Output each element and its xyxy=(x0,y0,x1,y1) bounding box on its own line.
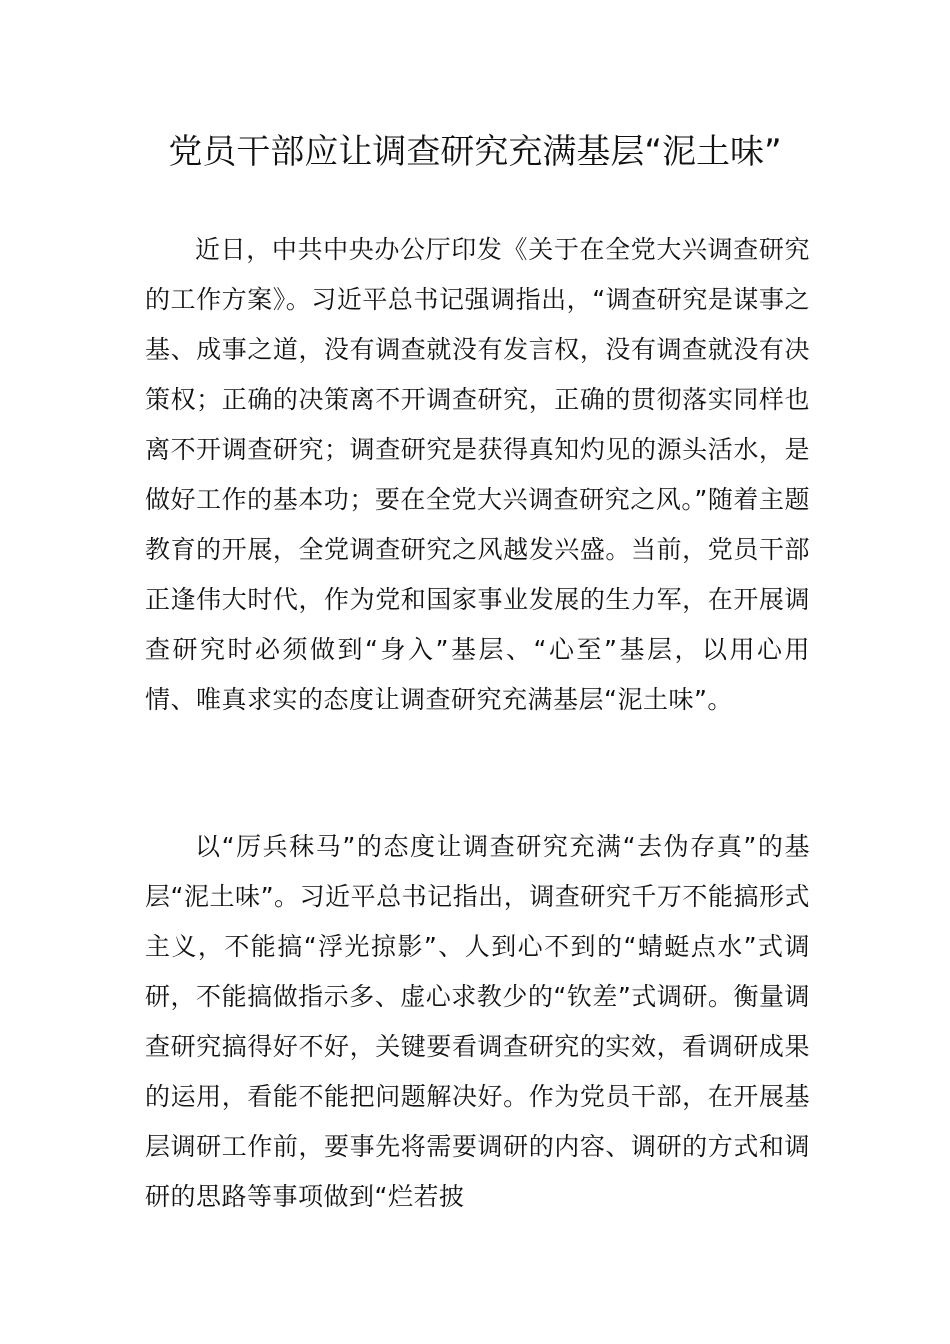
document-title: 党员干部应让调查研究充满基层“泥土味” xyxy=(168,132,782,172)
paragraph-1: 近日，中共中央办公厅印发《关于在全党大兴调查研究的工作方案》。习近平总书记强调指出，“调查研究是谋事之基、成事之道，没有调查就没有发言权，没有调查就没有决策权；正确的决策离不开调查研究，正确的贯彻落实同样也离不开调查研究；调查研究是获得真知灼见的源头活水，是做好工作的基本功；要在全党大兴调查研究之风。”随着主题教育的开展，全党调查研究之风越发兴盛。当前，党员干部正逢伟大时代，作为党和国家事业发展的生力军，在开展调查研究时必须做到“身入”基层、“心至”基层，以用心用情、唯真求实的态度让调查研究充满基层“泥土味”。 xyxy=(145,235,810,714)
paragraph-2: 以“厉兵秣马”的态度让调查研究充满“去伪存真”的基层“泥土味”。习近平总书记指出，调查研究千万不能搞形式主义，不能搞“浮光掠影”、人到心不到的“蜻蜓点水”式调研，不能搞做指示多、虚心求教少的“钦差”式调研。衡量调查研究搞得好不好，关键要看调查研究的实效，看调研成果的运用，看能不能把问题解决好。作为党员干部，在开展基层调研工作前，要事先将需要调研的内容、调研的方式和调研的思路等事项做到“烂若披 xyxy=(145,832,810,1211)
